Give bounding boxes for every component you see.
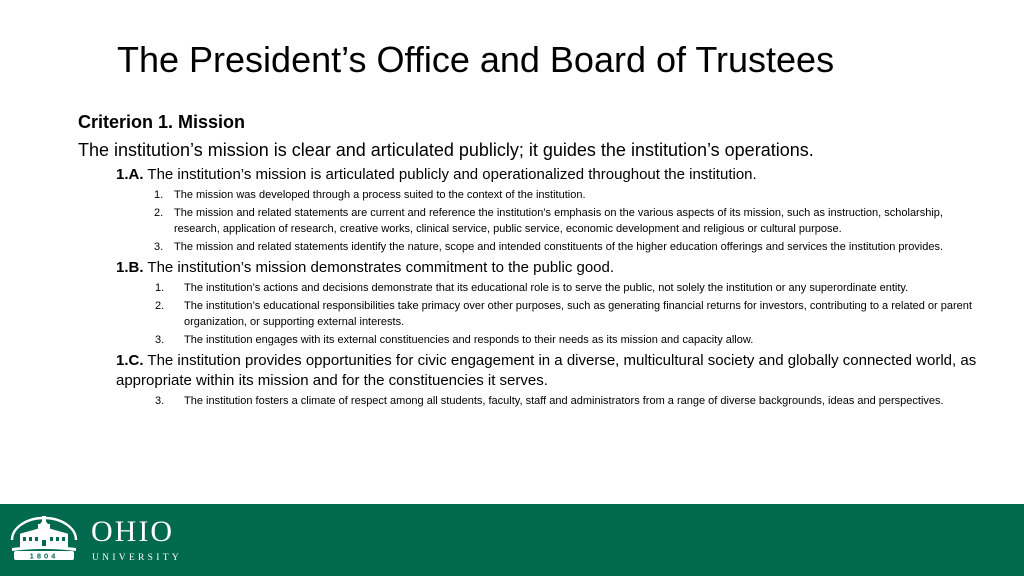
slide-content [78,110,978,409]
list-item-number: 2. [154,207,164,219]
section-label: 1.B. [116,259,144,276]
section-text: The institution provides opportunities for civic engagement in a diverse, multicultural society and globally connected world, as appropriate within its mission and for the constituencies it serves. [116,352,977,389]
section-1c-list [78,393,978,409]
list-item-text: The institution engages with its external constituencies and responds to their needs as its mission and capacity allow. [184,334,754,346]
list-item-number: 3. [155,334,165,346]
slide-title: The President’s Office and Board of Trustees [117,39,835,80]
list-item-text: The mission and related statements are current and reference the institution’s emphasis on the various aspects of its mission, such as instruction, scholarship, research, application of research, creative works, clinical service, public service, economic development and religious or cultural purpose. [174,207,943,235]
list-item-number: 1. [154,189,164,201]
section-1a-list [78,187,978,255]
list-item-number: 3. [155,395,165,407]
list-item-text: The mission was developed through a process suited to the context of the institution. [174,189,586,201]
criterion-heading: Criterion 1. Mission [78,112,246,132]
list-item [78,187,972,203]
section-1c [116,351,978,391]
list-item [78,393,980,409]
list-item [78,239,972,255]
list-item [78,280,980,296]
section-text: The institution’s mission demonstrates commitment to the public good. [147,259,615,276]
logo-subtitle: UNIVERSITY [92,553,182,563]
cutler-hall-icon [10,514,78,560]
list-item-number: 2. [155,300,165,312]
list-item-text: The institution fosters a climate of respect among all students, faculty, staff and administrators from a range of diverse backgrounds, ideas and perspectives. [184,395,944,407]
criterion-statement: The institution’s mission is clear and articulated publicly; it guides the institution’s operations. [78,140,814,160]
section-label: 1.A. [116,166,144,183]
section-1a [116,165,978,185]
list-item-number: 3. [154,241,164,253]
seal-year: 1804 [29,551,59,560]
list-item-text: The institution’s educational responsibilities take primacy over other purposes, such as generating financial returns for investors, contributing to a related or parent organization, or supporting external interests. [184,300,972,328]
list-item-text: The institution’s actions and decisions demonstrate that its educational role is to serve the public, not solely the institution or any superordinate entity. [184,282,909,294]
list-item-text: The mission and related statements identify the nature, scope and intended constituents of the higher education offerings and services the institution provides. [174,241,944,253]
section-label: 1.C. [116,352,144,369]
list-item [78,332,980,348]
section-1b [116,258,978,278]
section-1b-list [78,280,978,348]
list-item [78,298,980,330]
logo-wordmark: OHIO [91,515,174,548]
list-item-number: 1. [155,282,165,294]
section-text: The institution’s mission is articulated publicly and operationalized throughout the institution. [147,166,757,183]
list-item [78,205,972,237]
